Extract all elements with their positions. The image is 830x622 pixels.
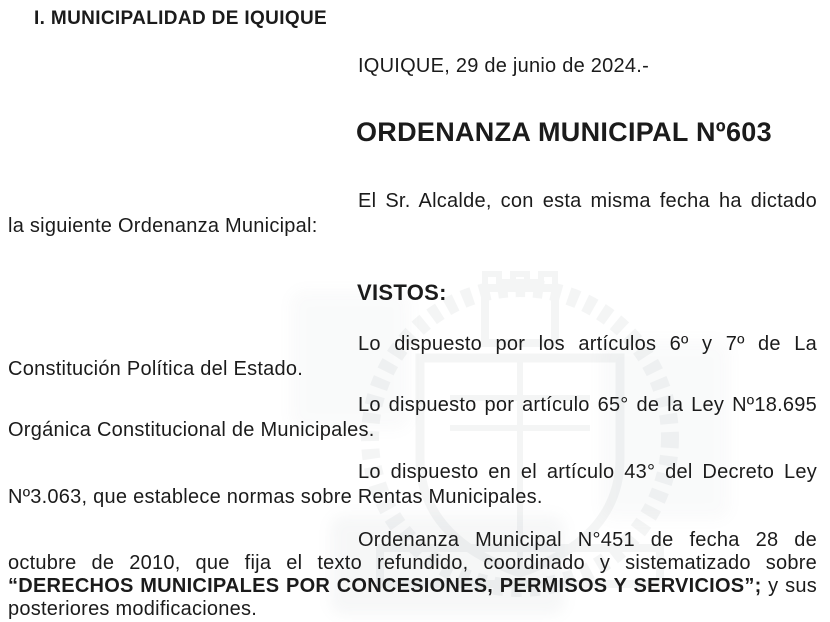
paragraph-line: posteriores modificaciones. <box>8 598 258 620</box>
vistos-paragraph-3 <box>8 460 817 510</box>
vistos-paragraph-2 <box>8 393 817 443</box>
intro-line-1: El Sr. Alcalde, con esta misma fecha ha dictado <box>358 190 817 212</box>
paragraph-line: octubre de 2010, que fija el texto refundido, coordinado y sistematizado sobre <box>8 552 817 574</box>
letterhead: I. MUNICIPALIDAD DE IQUIQUE <box>34 8 328 29</box>
vistos-paragraph-1 <box>8 332 817 382</box>
paragraph-line: Orgánica Constitucional de Municipales. <box>8 419 375 441</box>
paragraph-line: Lo dispuesto por artículo 65° de la Ley Nº18.695 <box>358 394 817 416</box>
paragraph-line-tail: y sus <box>761 575 817 597</box>
vistos-paragraph-4 <box>8 529 817 621</box>
paragraph-line-bold-mixed <box>8 575 817 598</box>
paragraph-line: Nº3.063, que establece normas sobre Rentas Municipales. <box>8 486 543 508</box>
bold-ordinance-subject: “DERECHOS MUNICIPALES POR CONCESIONES, PERMISOS Y SERVICIOS”; <box>8 575 762 597</box>
paragraph-line: Lo dispuesto por los artículos 6º y 7º de La <box>358 333 817 355</box>
section-heading-vistos: VISTOS: <box>357 280 447 305</box>
dateline: IQUIQUE, 29 de junio de 2024.- <box>358 55 649 77</box>
intro-line-2: la siguiente Ordenanza Municipal: <box>8 215 318 237</box>
ordinance-title: ORDENANZA MUNICIPAL Nº603 <box>356 117 772 147</box>
paragraph-line: Ordenanza Municipal N°451 de fecha 28 de <box>358 529 817 551</box>
paragraph-line: Constitución Política del Estado. <box>8 358 304 380</box>
intro-paragraph <box>8 189 817 239</box>
paragraph-line: Lo dispuesto en el artículo 43° del Decreto Ley <box>358 461 817 483</box>
